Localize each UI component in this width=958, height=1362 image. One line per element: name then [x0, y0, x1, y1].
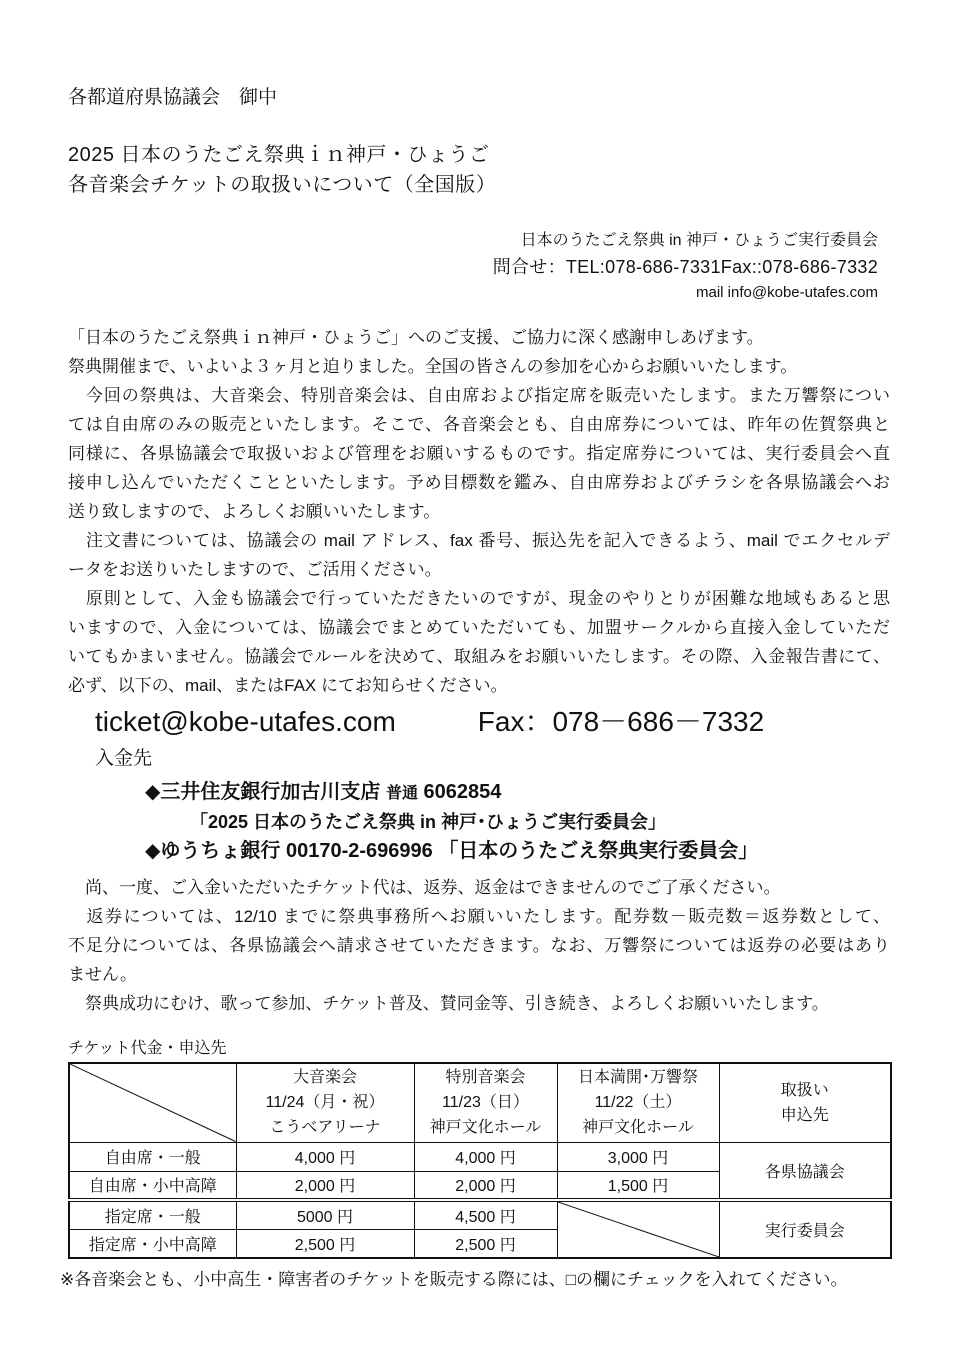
- body-line: 同様に、各県協議会で取扱いおよび管理をお願いするものです。指定席券については、実行委員会へ直: [68, 444, 890, 463]
- body-line: ータをお送りいたしますので、ご活用ください。: [68, 560, 442, 579]
- body-line: 「日本のうたごえ祭典ｉｎ神戸・ひょうご」へのご支援、ご協力に深く感謝申しあげます。: [68, 328, 764, 347]
- bank-account-holder: 「2025 日本のうたごえ祭典 in 神戸･ひょうご実行委員会」: [190, 812, 667, 832]
- event-date: 11/24（月・祝）: [265, 1094, 385, 1112]
- table-header-row: [69, 1063, 891, 1142]
- account-number: 00170-2-696996: [285, 840, 433, 862]
- event-header-main-concert: [236, 1063, 414, 1142]
- handler-cell-executive-committee: 実行委員会: [719, 1200, 891, 1258]
- issuer-block: [68, 230, 878, 303]
- bank-account-smbc: [68, 778, 890, 808]
- table-corner-cell: [69, 1063, 236, 1142]
- body-line: 必ず、以下の、mail、またはFAX にてお知らせください。: [68, 676, 508, 695]
- seat-type-label: 指定席・小中高障: [69, 1229, 236, 1258]
- account-type: 普通: [385, 785, 418, 802]
- handling-header-line: 取扱い: [780, 1081, 829, 1099]
- event-date: 11/22（土）: [594, 1094, 682, 1112]
- price-cell: 2,500 円: [236, 1229, 414, 1258]
- document-title: [68, 140, 890, 200]
- body-line: 今回の祭典は、大音楽会、特別音楽会は、自由席および指定席を販売いたします。また万響祭につい: [68, 386, 890, 405]
- account-number: 6062854: [423, 781, 502, 803]
- price-cell: 5000 円: [236, 1200, 414, 1229]
- body-line: 注文書については、協議会の mail アドレス、fax 番号、振込先を記入できるよう、mail でエクセルデ: [68, 531, 890, 550]
- body-line: 原則として、入金も協議会で行っていただきたいのですが、現金のやりとりが困難な地域もあると思: [68, 589, 890, 608]
- event-name: 大音楽会: [292, 1069, 357, 1087]
- price-cell: 4,000 円: [236, 1142, 414, 1171]
- body-paragraphs-2: [68, 873, 890, 1018]
- recipient-line: 各都道府県協議会 御中: [68, 87, 278, 108]
- seat-type-label: 自由席・一般: [69, 1142, 236, 1171]
- body-line: 接申し込んでいただくことといたします。予め目標数を鑑み、自由席券およびチラシを各県協議会へお: [68, 473, 890, 492]
- diagonal-line: [70, 1064, 236, 1142]
- seat-type-label: 指定席・一般: [69, 1200, 236, 1229]
- event-venue: こうべアリーナ: [269, 1119, 381, 1137]
- handling-header-line: 申込先: [780, 1106, 829, 1124]
- seat-type-label: 自由席・小中高障: [69, 1171, 236, 1200]
- price-cell: 4,500 円: [414, 1200, 557, 1229]
- price-cell: 1,500 円: [557, 1171, 719, 1200]
- body-line: 返券については、12/10 までに祭典事務所へお願いいたします。配券数－販売数＝返券数として、: [68, 907, 890, 926]
- body-paragraphs-1: [68, 323, 890, 700]
- payment-heading: 入金先: [95, 748, 153, 769]
- event-name: 日本満開･万響祭: [577, 1069, 698, 1087]
- title-line-1: 2025 日本のうたごえ祭典ｉｎ神戸・ひょうご: [68, 144, 490, 166]
- event-venue: 神戸文化ホール: [429, 1119, 542, 1137]
- table-row: [69, 1200, 891, 1229]
- ticket-price-table: [68, 1062, 892, 1259]
- price-cell: 2,000 円: [236, 1171, 414, 1200]
- table-row: [69, 1142, 891, 1171]
- issuer-organization: 日本のうたごえ祭典 in 神戸・ひょうご実行委員会: [520, 232, 878, 249]
- fax-number: Fax：078－686－7332: [477, 706, 765, 737]
- body-line: 送り致しますので、よろしくお願いいたします。: [68, 502, 441, 521]
- event-name: 特別音楽会: [445, 1069, 526, 1087]
- body-line: 祭典開催まで、いよいよ３ヶ月と迫りました。全国の皆さんの参加を心からお願いいたします。: [68, 357, 798, 376]
- price-cell: 4,000 円: [414, 1142, 557, 1171]
- ticket-email: ticket@kobe-utafes.com: [95, 706, 396, 737]
- price-cell: 3,000 円: [557, 1142, 719, 1171]
- event-header-special-concert: [414, 1063, 557, 1142]
- issuer-mail: mail info@kobe-utafes.com: [696, 284, 878, 301]
- footnote: ※各音楽会とも、小中高生・障害者のチケットを販売する際には、□の欄にチェックを入れてください。: [60, 1270, 848, 1289]
- bank-account-yucho: [68, 837, 890, 865]
- price-cell: 2,500 円: [414, 1229, 557, 1258]
- body-line: 不足分については、各県協議会へ請求させていただきます。なお、万響祭については返券の必要はあり: [68, 936, 890, 955]
- event-venue: 神戸文化ホール: [582, 1119, 694, 1137]
- table-caption: チケット代金・申込先: [68, 1040, 227, 1057]
- bank-name: ◆ゆうちょ銀行: [145, 840, 281, 862]
- body-line: 祭典成功にむけ、歌って参加、チケット普及、賛同金等、引き続き、よろしくお願いいたします。: [68, 994, 829, 1013]
- handler-cell-prefecture-council: 各県協議会: [719, 1142, 891, 1200]
- body-line: いますので、入金については、協議会でまとめていただいても、加盟サークルから直接入金していただ: [68, 618, 890, 637]
- diagonal-line: [558, 1202, 719, 1257]
- issuer-contact: 問合せ：TEL:078-686-7331Fax::078-686-7332: [492, 257, 878, 277]
- contact-banner: [68, 704, 890, 740]
- handling-header: [719, 1063, 891, 1142]
- not-applicable-cell: [557, 1200, 719, 1258]
- body-line: 尚、一度、ご入金いただいたチケット代は、返券、返金はできませんのでご了承ください。: [68, 878, 781, 897]
- event-header-bankyosai: [557, 1063, 719, 1142]
- body-line: いてもかまいません。協議会でルールを決めて、取組みをお願いいたします。その際、入金報告書にて、: [68, 647, 890, 666]
- body-line: ません。: [68, 965, 138, 984]
- price-cell: 2,000 円: [414, 1171, 557, 1200]
- account-holder: 「日本のうたごえ祭典実行委員会」: [438, 840, 759, 862]
- event-date: 11/23（日）: [442, 1094, 529, 1112]
- title-line-2: 各音楽会チケットの取扱いについて（全国版）: [68, 174, 497, 196]
- bank-name: ◆三井住友銀行加古川支店: [145, 781, 381, 803]
- body-line: ては自由席のみの販売といたします。そこで、各音楽会とも、自由席券については、昨年の佐賀祭典と: [68, 415, 890, 434]
